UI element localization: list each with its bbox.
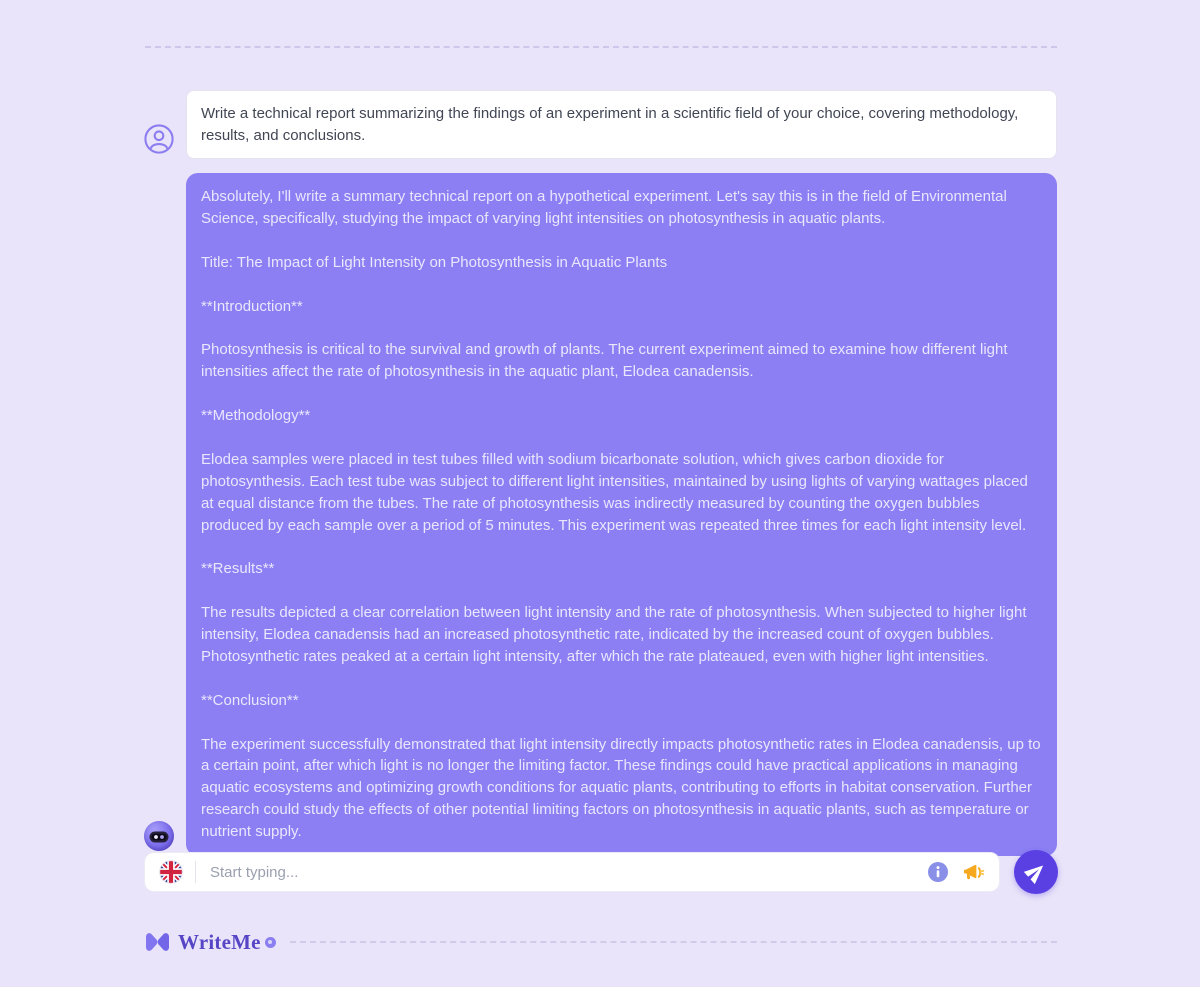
- assistant-paragraph: Absolutely, I'll write a summary technical report on a hypothetical experiment. Let's say this is in the field of Environmental Science, specifically, studying the impact of varying light intensities on photosynthesis in aquatic plants.: [201, 188, 1007, 227]
- footer: [144, 929, 1057, 955]
- assistant-paragraph: **Results**: [201, 560, 275, 578]
- assistant-paragraph: **Methodology**: [201, 407, 311, 424]
- bot-avatar-icon: [144, 821, 174, 851]
- brand-text: WriteMe: [178, 929, 261, 954]
- assistant-paragraph: The results depicted a clear correlation between light intensity and the rate of photosynthesis. When subjected to higher light intensity, Elodea canadensis had an increased photosynthetic rate, indicated by the increased count of oxygen bubbles. Photosynthetic rates peaked at a certain light intensity, after which the rate plateaued, even with higher light intensities.: [201, 604, 1027, 665]
- user-message-text: Write a technical report summarizing the findings of an experiment in a scientific field of your choice, covering methodology, results, and conclusions.: [201, 105, 1019, 144]
- language-flag-button[interactable]: [159, 860, 183, 884]
- footer-dashed-divider: [290, 941, 1057, 943]
- brand-logo-icon: [144, 930, 171, 954]
- brand-logo[interactable]: [144, 930, 276, 955]
- send-button[interactable]: [1014, 850, 1058, 894]
- bottom-strip: [0, 987, 1200, 1001]
- uk-flag-icon: [159, 860, 183, 884]
- message-input[interactable]: [208, 863, 914, 882]
- megaphone-icon: [962, 861, 985, 884]
- assistant-paragraph: Title: The Impact of Light Intensity on Photosynthesis in Aquatic Plants: [201, 253, 668, 271]
- brand-badge-icon: [265, 937, 276, 948]
- assistant-message-bubble: [186, 173, 1057, 856]
- announcements-button[interactable]: [962, 861, 985, 884]
- info-button[interactable]: [928, 862, 948, 882]
- assistant-paragraph: The experiment successfully demonstrated that light intensity directly impacts photosynthetic rates in Elodea canadensis, up to a certain point, after which light is no longer the limiting factor. These findings could have practical applications in managing aquatic ecosystems and optimizing growth conditions for aquatic plants, contributing to efforts in habitat conservation. Further research could study the effects of other potential limiting factors on photosynthesis in aquatic plants, such as temperature or nutrient supply.: [201, 735, 1041, 841]
- info-icon: [928, 862, 948, 882]
- user-message-row: [144, 90, 1057, 159]
- user-avatar-icon: [144, 141, 174, 158]
- assistant-paragraph: **Conclusion**: [201, 691, 299, 709]
- composer-bar: [144, 852, 1000, 892]
- composer-divider: [195, 861, 196, 883]
- top-dashed-divider: [145, 46, 1057, 48]
- assistant-paragraph: **Introduction**: [201, 297, 303, 315]
- assistant-paragraph: Elodea samples were placed in test tubes filled with sodium bicarbonate solution, which gives carbon dioxide for photosynthesis. Each test tube was subject to different light intensities, maintained by using lights of varying wattages placed at equal distance from the tubes. The rate of photosynthesis was indirectly measured by counting the oxygen bubbles produced by each sample over a period of 5 minutes. This experiment was repeated three times for each light intensity level.: [201, 450, 1028, 534]
- assistant-paragraph: Photosynthesis is critical to the survival and growth of plants. The current experiment aimed to examine how different light intensities affect the rate of photosynthesis in the aquatic plant, Elodea canadensis.: [201, 341, 1008, 381]
- user-message-bubble: [186, 90, 1057, 159]
- assistant-message-row: [144, 173, 1057, 856]
- send-icon: [1025, 861, 1047, 883]
